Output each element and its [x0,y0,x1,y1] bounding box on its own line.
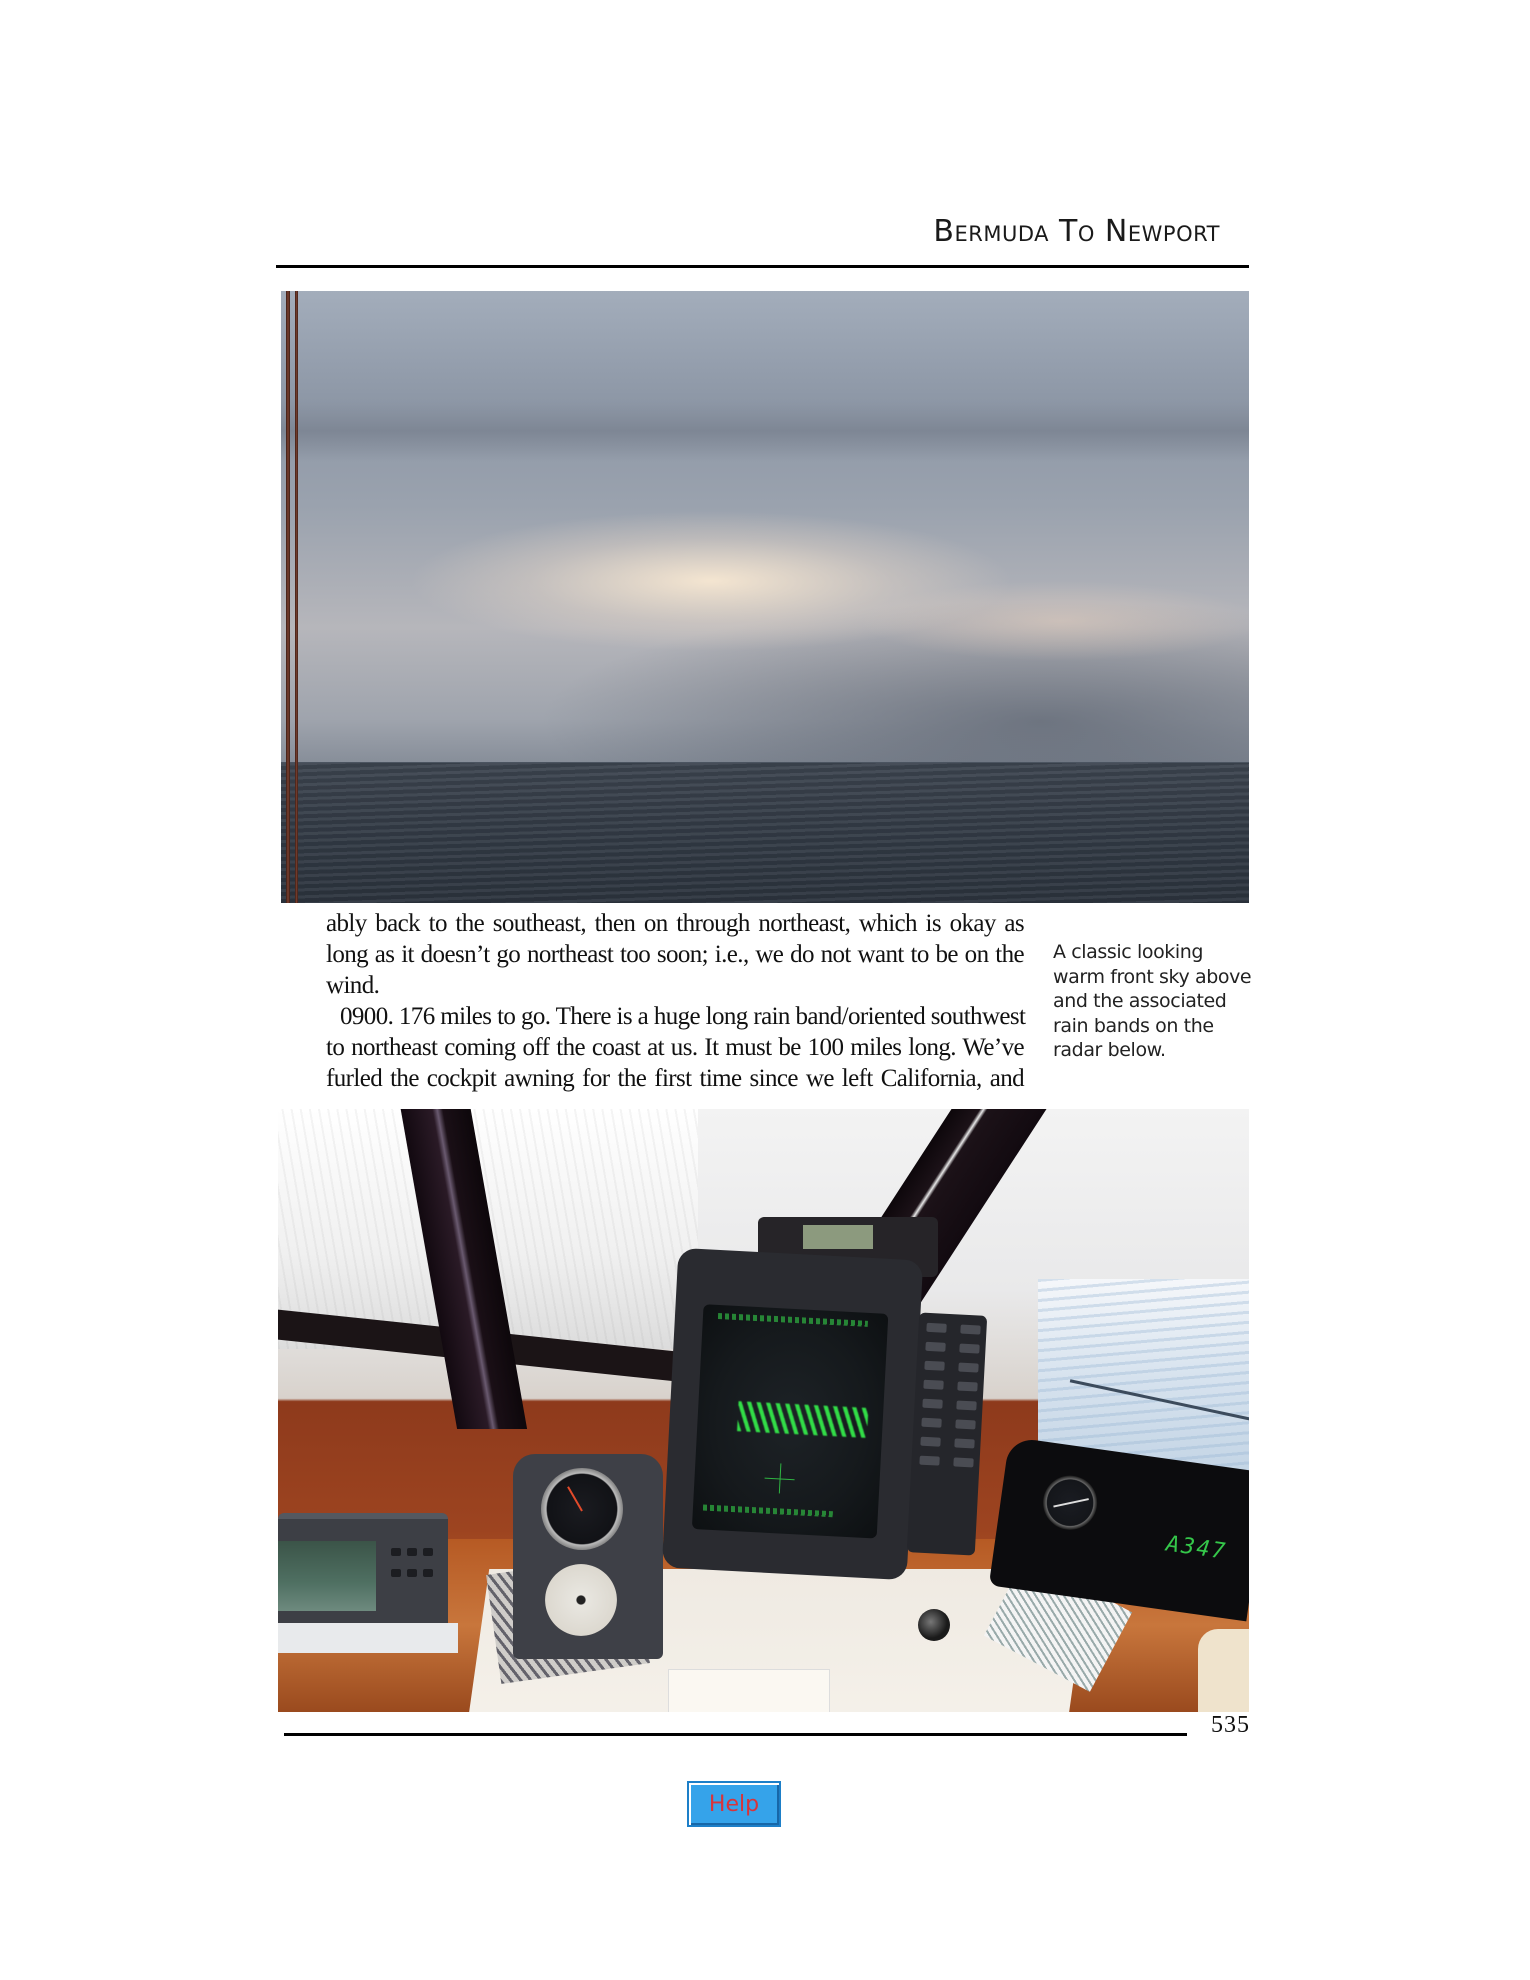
gps-screen [278,1541,376,1611]
cloud-band [281,401,1249,461]
shroud-line [286,291,290,903]
gauge-dial-icon [541,1468,623,1550]
running-head: Bermuda To Newport [933,214,1220,249]
caption-line: warm front sky above [1053,965,1252,988]
text-line: 0900. 176 miles to go. There is a huge long rain band/oriented southwest [340,1003,1026,1030]
gps-unit [278,1513,448,1629]
gps-keypad [388,1544,438,1614]
text-line: long as it doesn’t go northeast too soon; i.e., we do not want to be on the [326,941,1024,968]
gauge-dial-icon [1040,1472,1101,1533]
help-button[interactable]: Help [687,1781,781,1827]
warm-front-sky-photo [281,291,1249,903]
radar-keypad [907,1312,987,1555]
caption-line: and the associated [1053,990,1227,1012]
gps-mount [278,1623,458,1653]
radio-lcd [803,1225,873,1249]
body-text [326,908,1024,1094]
radar-status-text [703,1504,833,1517]
radar-screen [692,1304,889,1538]
page-number: 535 [1211,1712,1250,1738]
caption-line: radar below. [1053,1039,1166,1061]
radar-knob-icon [918,1609,950,1641]
shroud-line [295,291,298,903]
paragraph [326,908,1024,1001]
figure-caption [1053,940,1253,1063]
radar-unit [662,1248,923,1580]
text-line: wind. [326,972,380,999]
cup [1198,1629,1249,1712]
lcd-readout: A347 [1164,1531,1229,1565]
compass-dial-icon [545,1564,617,1636]
caption-line: A classic looking [1053,941,1204,963]
header-rule [276,265,1249,268]
sea-surface [281,763,1249,903]
text-line: furled the cockpit awning for the first time since we left California, and [326,1065,1024,1092]
radar-status-text [718,1313,868,1327]
text-line: to northeast coming off the coast at us. It must be 100 miles long. We’ve [326,1034,1024,1061]
cockpit-radar-photo [278,1109,1249,1712]
note-pad [668,1669,830,1712]
footer-rule [284,1733,1187,1736]
text-line: ably back to the southeast, then on through northeast, which is okay as [326,910,1024,937]
caption-line: rain bands on the [1053,1014,1214,1037]
paragraph [326,1001,1024,1094]
rain-band-echo [737,1401,868,1438]
gauge-unit [513,1454,663,1659]
